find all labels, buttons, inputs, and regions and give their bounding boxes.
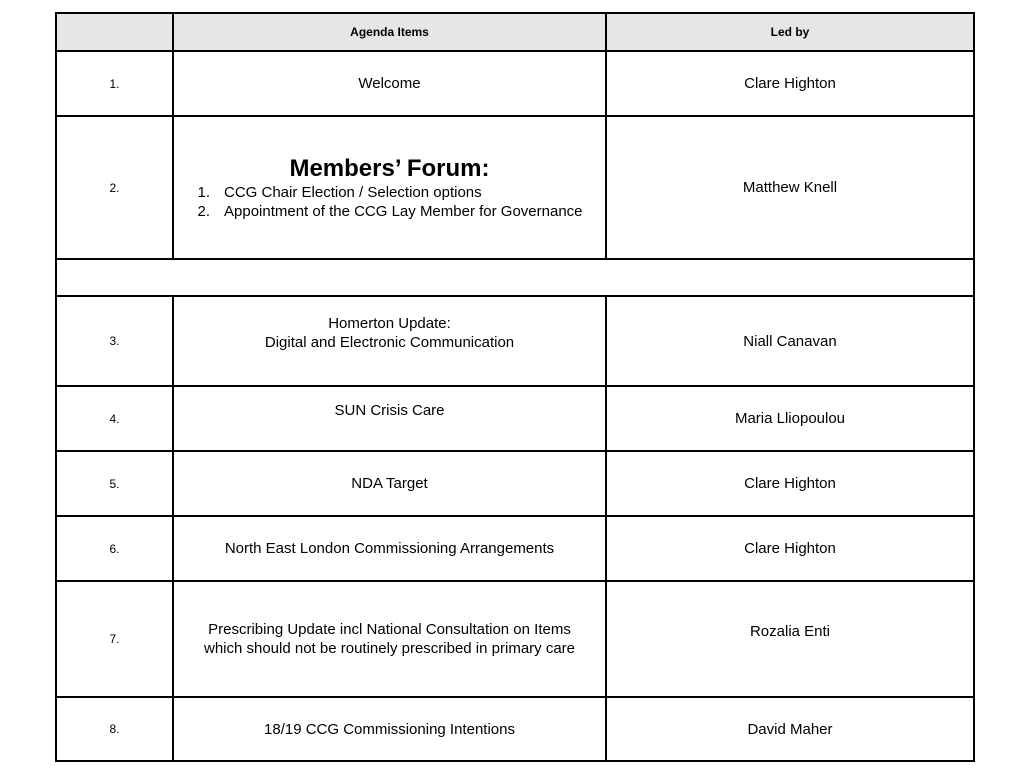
led-by: Clare Highton <box>606 451 974 516</box>
table-row <box>56 581 974 697</box>
list-item <box>184 202 605 221</box>
members-forum-title: Members’ Forum: <box>289 154 490 182</box>
header-row <box>56 13 974 51</box>
forum-sub-list <box>174 183 605 221</box>
spacer-cell <box>56 259 974 296</box>
agenda-item <box>173 581 606 697</box>
row-number: 6. <box>56 516 173 581</box>
led-by: Maria Lliopoulou <box>606 386 974 451</box>
header-led-by: Led by <box>606 13 974 51</box>
agenda-item <box>173 386 606 451</box>
agenda-item: 18/19 CCG Commissioning Intentions <box>173 697 606 761</box>
list-item <box>184 183 605 202</box>
list-marker: 2. <box>197 202 210 220</box>
row-number: 1. <box>56 51 173 116</box>
agenda-table <box>55 12 975 762</box>
agenda-item-text: SUN Crisis Care <box>334 402 445 419</box>
led-by <box>606 581 974 697</box>
agenda-item <box>173 296 606 386</box>
led-by: Niall Canavan <box>606 296 974 386</box>
table-row <box>56 296 974 386</box>
led-by: David Maher <box>606 697 974 761</box>
row-number: 5. <box>56 451 173 516</box>
list-marker: 1. <box>197 183 210 201</box>
agenda-item-line: Homerton Update: <box>328 315 451 332</box>
agenda-item: Welcome <box>173 51 606 116</box>
list-item-text: CCG Chair Election / Selection options <box>224 183 482 201</box>
agenda-item: NDA Target <box>173 451 606 516</box>
agenda-item-line: Digital and Electronic Communication <box>264 334 515 351</box>
agenda-item-text-block <box>265 314 514 352</box>
list-item-text: Appointment of the CCG Lay Member for Governance <box>224 202 583 220</box>
table-row <box>56 51 974 116</box>
table-row <box>56 516 974 581</box>
row-number: 4. <box>56 386 173 451</box>
agenda-item: North East London Commissioning Arrangements <box>173 516 606 581</box>
led-by-text: Rozalia Enti <box>749 622 831 640</box>
led-by: Matthew Knell <box>606 116 974 259</box>
row-number: 2. <box>56 116 173 259</box>
header-agenda-items: Agenda Items <box>173 13 606 51</box>
table-row <box>56 116 974 259</box>
table-row <box>56 386 974 451</box>
row-number: 7. <box>56 581 173 697</box>
agenda-item-line: which should not be routinely prescribed in primary care <box>203 640 575 657</box>
table-row <box>56 451 974 516</box>
row-number: 8. <box>56 697 173 761</box>
table-row <box>56 697 974 761</box>
agenda-item-line: Prescribing Update incl National Consultation on Items <box>208 621 571 638</box>
header-number <box>56 13 173 51</box>
agenda-item <box>173 116 606 259</box>
led-by: Clare Highton <box>606 516 974 581</box>
spacer-row <box>56 259 974 296</box>
row-number: 3. <box>56 296 173 386</box>
led-by: Clare Highton <box>606 51 974 116</box>
